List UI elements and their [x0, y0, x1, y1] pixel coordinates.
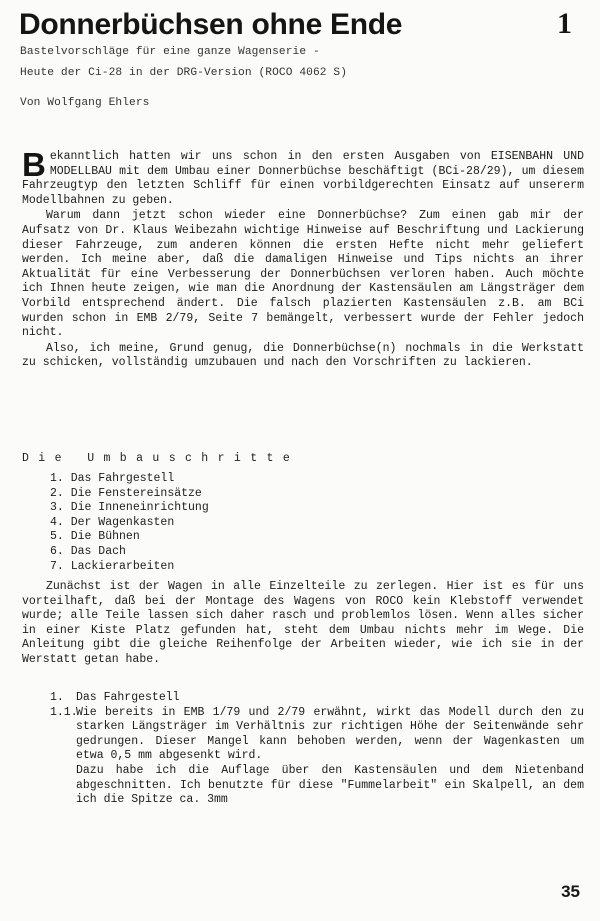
page-number: 35 [561, 882, 580, 901]
intro-text [22, 146, 584, 372]
list-item: 3. Die Inneneinrichtung [50, 501, 209, 515]
substep-row [50, 706, 584, 808]
section-heading: Die Umbauschritte [22, 452, 300, 465]
intro-paragraph-1 [22, 146, 584, 208]
author-line: Von Wolfgang Ehlers [20, 97, 150, 109]
substep-text: Wie bereits in EMB 1/79 und 2/79 erwähnt, wirkt das Modell durch den zu starken Längsträger im Verhältnis zur richtigen Höhe der Seitenwände sehr gedrungen. Dieser Mangel kann behoben werden, wenn der Wagenkasten um etwa 0,5 mm abgesenkt wird. [76, 705, 584, 763]
list-item: 5. Die Bühnen [50, 530, 140, 544]
drop-cap: B [22, 146, 46, 183]
intro-paragraph-2: Warum dann jetzt schon wieder eine Donnerbüchse? Zum einen gab mir der Aufsatz von Dr. Klaus Weibezahn wichtige Hinweise auf Beschriftung und Lackierung dieser Fahrzeuge, zum anderen können die ersten Hefte nicht mehr geliefert werden. Ich meine aber, daß die damaligen Hinweise und Tips nichts an ihrer Aktualität für eine Verbesserung der Donnerbüchsen verloren haben. Auch möchte ich Ihnen heute zeigen, wie man die Anordnung der Kastensäulen am Längsträger dem Vorbild entsprechend ändert. Die falsch plazierten Kastensäulen z.B. am BCi wurden schon in EMB 2/79, Seite 7 bemängelt, verbessert wurde der Fehler jedoch nicht. [22, 209, 584, 340]
subtitle-line-1: Bastelvorschläge für eine ganze Wagenserie - [20, 46, 320, 58]
procedure-paragraph: Zunächst ist der Wagen in alle Einzelteile zu zerlegen. Hier ist es für uns vorteilhaft, daß bei der Montage des Wagens von ROCO kein Klebstoff verwendet wurde; alle Teile lassen sich daher rasch und problemlos lösen. Wenn alles sicher in einer Kiste Platz gefunden hat, steht dem Umbau nichts mehr im Wege. Die Anleitung gibt die gleiche Reihenfolge der Arbeiten wieder, wie ich sie in der Werstatt getan habe. [22, 580, 584, 666]
list-item: 2. Die Fenstereinsätze [50, 486, 202, 500]
step-detail [50, 691, 584, 808]
subtitle-line-2: Heute der Ci-28 in der DRG-Version (ROCO 4062 S) [20, 67, 348, 79]
article-title: Donnerbüchsen ohne Ende [19, 8, 403, 41]
substep-number: 1.1. [50, 705, 78, 719]
list-item: 6. Das Dach [50, 544, 126, 558]
intro-paragraph-3: Also, ich meine, Grund genug, die Donnerbüchse(n) nochmals in die Werkstatt zu schicken, vollständig umzubauen und nach den Vorschriften zu lackieren. [22, 341, 584, 370]
step-heading-text: Das Fahrgestell [76, 691, 180, 704]
procedure-intro [22, 580, 584, 669]
list-item: 7. Lackierarbeiten [50, 559, 175, 573]
step-heading-number: 1. [50, 691, 64, 704]
list-item: 1. Das Fahrgestell [50, 472, 175, 485]
steps-list [50, 472, 209, 574]
list-item: 4. Der Wagenkasten [50, 515, 175, 529]
substep-text-block [76, 706, 584, 808]
intro-paragraph-1-text: ekanntlich hatten wir uns schon in den ersten Ausgaben von EISENBAHN UND MODELLBAU mit dem Umbau einer Donnerbüchse beschäftigt (BCi-28/29), um diesem Fahrzeugtyp den letzten Schliff für einen vorbildgerechten Einsatz auf unsererm Modellbahnen zu geben. [22, 150, 584, 207]
substep-text-continued: Dazu habe ich die Auflage über den Kastensäulen und dem Nietenband abgeschnitten. Ich benutzte für diese "Fummelarbeit" ein Skalpell, an dem ich die Spitze ca. 3mm [76, 763, 584, 807]
step-heading-row [50, 691, 584, 706]
part-number: 1 [557, 7, 572, 40]
